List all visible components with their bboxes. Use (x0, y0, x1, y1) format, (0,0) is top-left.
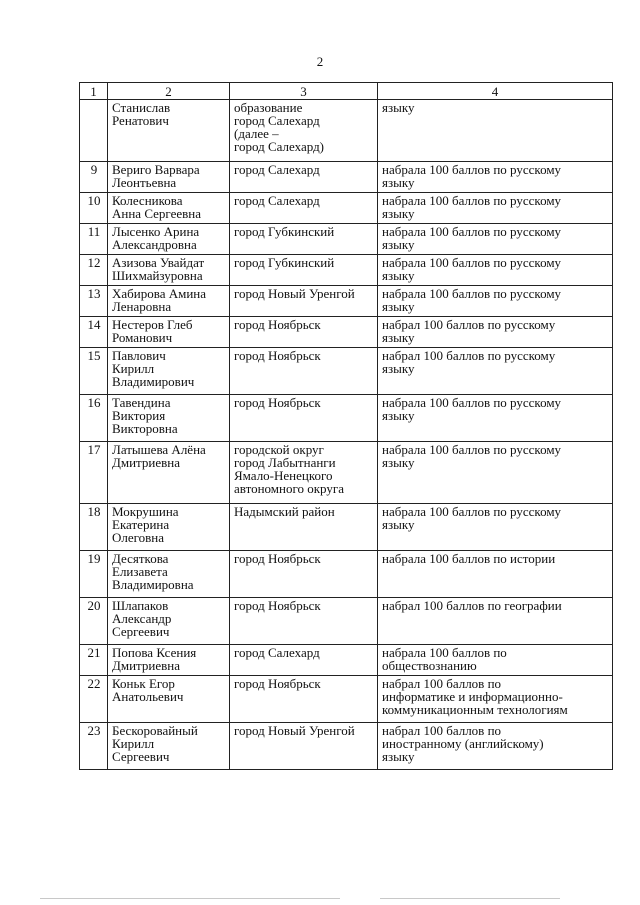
exam-result: набрал 100 баллов по информатике и информационно- коммуникационным технологиям (378, 676, 613, 723)
student-name: Бескоровайный Кирилл Сергеевич (108, 723, 230, 770)
row-number: 13 (80, 286, 108, 317)
exam-result: набрала 100 баллов по русскому языку (378, 442, 613, 504)
row-number: 23 (80, 723, 108, 770)
table-row (80, 598, 613, 645)
row-number: 9 (80, 162, 108, 193)
student-name: Станислав Ренатович (108, 100, 230, 162)
municipality: образование город Салехард (далее – город Салехард) (230, 100, 378, 162)
table-row (80, 676, 613, 723)
student-name: Коньк Егор Анатольевич (108, 676, 230, 723)
row-number: 16 (80, 395, 108, 442)
municipality: город Губкинский (230, 255, 378, 286)
table-row (80, 255, 613, 286)
municipality: город Салехард (230, 193, 378, 224)
row-number: 14 (80, 317, 108, 348)
exam-result: набрала 100 баллов по русскому языку (378, 224, 613, 255)
table-row (80, 551, 613, 598)
table-row (80, 723, 613, 770)
student-name: Лысенко Арина Александровна (108, 224, 230, 255)
student-name: Вериго Варвара Леонтьевна (108, 162, 230, 193)
municipality: город Губкинский (230, 224, 378, 255)
student-name: Павлович Кирилл Владимирович (108, 348, 230, 395)
row-number: 19 (80, 551, 108, 598)
row-number: 11 (80, 224, 108, 255)
row-number: 21 (80, 645, 108, 676)
row-number (80, 100, 108, 162)
table-row (80, 224, 613, 255)
row-number: 18 (80, 504, 108, 551)
municipality: город Салехард (230, 645, 378, 676)
table-row (80, 442, 613, 504)
row-number: 17 (80, 442, 108, 504)
municipality: город Новый Уренгой (230, 723, 378, 770)
municipality: город Новый Уренгой (230, 286, 378, 317)
column-header-2: 2 (108, 83, 230, 100)
table-row (80, 162, 613, 193)
student-name: Попова Ксения Дмитриевна (108, 645, 230, 676)
table-header-row (80, 83, 613, 100)
column-header-1: 1 (80, 83, 108, 100)
municipality: городской округ город Лабытнанги Ямало-Ненецкого автономного округа (230, 442, 378, 504)
exam-result: набрал 100 баллов по географии (378, 598, 613, 645)
municipality: город Ноябрьск (230, 395, 378, 442)
table-row (80, 100, 613, 162)
student-name: Мокрушина Екатерина Олеговна (108, 504, 230, 551)
row-number: 20 (80, 598, 108, 645)
table-row (80, 317, 613, 348)
student-name: Азизова Увайдат Шихмайзуровна (108, 255, 230, 286)
exam-result: набрала 100 баллов по русскому языку (378, 193, 613, 224)
row-number: 10 (80, 193, 108, 224)
municipality: город Салехард (230, 162, 378, 193)
column-header-4: 4 (378, 83, 613, 100)
column-header-3: 3 (230, 83, 378, 100)
row-number: 22 (80, 676, 108, 723)
student-name: Десяткова Елизавета Владимировна (108, 551, 230, 598)
municipality: Надымский район (230, 504, 378, 551)
page-number: 2 (316, 54, 324, 69)
row-number: 12 (80, 255, 108, 286)
municipality: город Ноябрьск (230, 317, 378, 348)
student-name: Тавендина Виктория Викторовна (108, 395, 230, 442)
table-row (80, 645, 613, 676)
student-name: Хабирова Амина Ленаровна (108, 286, 230, 317)
exam-result: набрала 100 баллов по русскому языку (378, 395, 613, 442)
table-row (80, 193, 613, 224)
municipality: город Ноябрьск (230, 551, 378, 598)
exam-result: набрала 100 баллов по русскому языку (378, 255, 613, 286)
municipality: город Ноябрьск (230, 676, 378, 723)
student-name: Латышева Алёна Дмитриевна (108, 442, 230, 504)
student-name: Шлапаков Александр Сергеевич (108, 598, 230, 645)
exam-result: языку (378, 100, 613, 162)
exam-result: набрала 100 баллов по обществознанию (378, 645, 613, 676)
table-row (80, 348, 613, 395)
exam-result: набрал 100 баллов по русскому языку (378, 348, 613, 395)
exam-result: набрала 100 баллов по русскому языку (378, 162, 613, 193)
row-number: 15 (80, 348, 108, 395)
table-row (80, 395, 613, 442)
student-name: Колесникова Анна Сергеевна (108, 193, 230, 224)
exam-result: набрала 100 баллов по русскому языку (378, 286, 613, 317)
exam-result: набрал 100 баллов по иностранному (английскому) языку (378, 723, 613, 770)
table-row (80, 504, 613, 551)
table-row (80, 286, 613, 317)
awards-table (79, 82, 613, 770)
municipality: город Ноябрьск (230, 598, 378, 645)
student-name: Нестеров Глеб Романович (108, 317, 230, 348)
exam-result: набрала 100 баллов по истории (378, 551, 613, 598)
exam-result: набрал 100 баллов по русскому языку (378, 317, 613, 348)
exam-result: набрала 100 баллов по русскому языку (378, 504, 613, 551)
municipality: город Ноябрьск (230, 348, 378, 395)
